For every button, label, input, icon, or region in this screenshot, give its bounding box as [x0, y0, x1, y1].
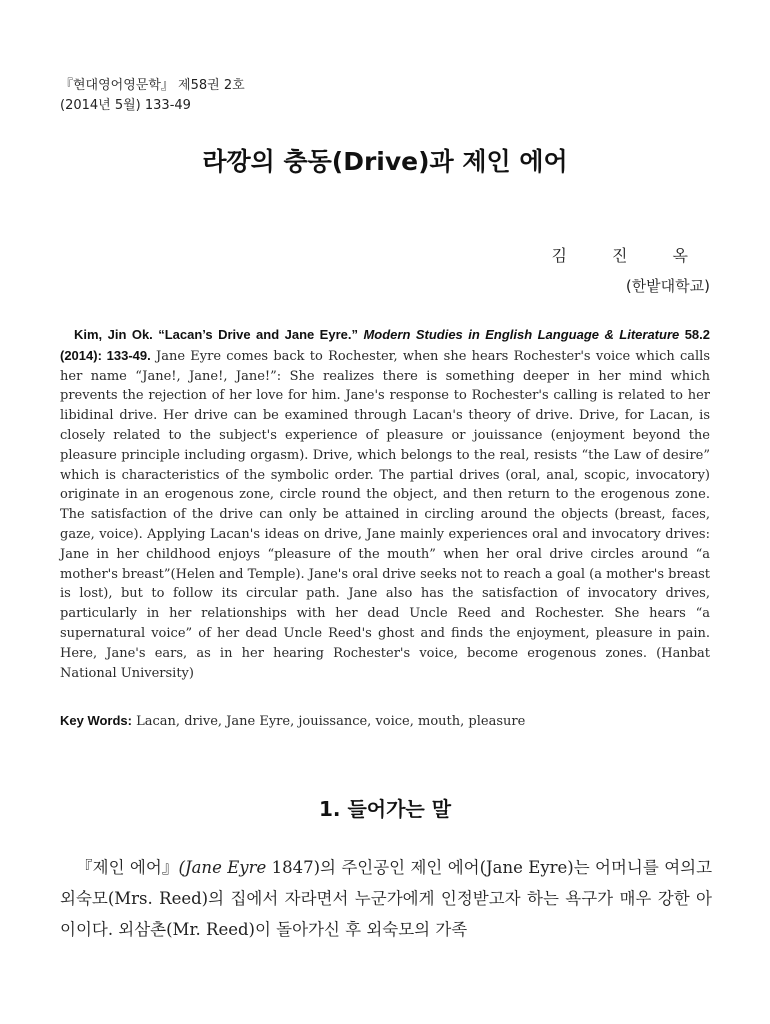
- citation-volume-pages: 58.2 (2014): 133-49.: [60, 327, 711, 363]
- body-book-title: 『제인 에어』: [76, 858, 179, 877]
- journal-volume: 『현대영어영문학』 제58권 2호: [60, 78, 245, 93]
- journal-info: [60, 76, 245, 116]
- author-affiliation: (한밭대학교): [625, 277, 710, 295]
- abstract-text: Jane Eyre comes back to Rochester, when she hears Rochester's voice which calls her name “Jane!, Jane!, Jane!”: She realizes there is something deeper in her mind which prevents the rejection of her love for him. Jane's response to Rochester's calling is related to her libidinal drive. Her drive can be examined through Lacan's theory of drive. Drive, for Lacan, is closely related to the subject's experience of pleasure or jouissance (enjoyment beyond the pleasure principle including orgasm). Drive, which belongs to the real, resists “the Law of desire” which is characteristics of the symbolic order. The partial drives (oral, anal, scopic, invocatory) originate in an erogenous zone, circle round the object, and then return to the erogenous zone. The satisfaction of the drive can only be attained in circling around the objects (breast, faces, gaze, voice). Applying Lacan's ideas on drive, Jane mainly experiences oral and invocatory drives: Jane in her childhood enjoys “pleasure of the mouth” when her oral drive circles around “a mother's breast”(Helen and Temple). Jane's oral drive seeks not to reach a goal (a mother's breast is lost), but to follow its circular path. Jane also has the satisfaction of invocatory drives, particularly in her relationships with her dead Uncle Reed and Rochester. She hears “a supernatural voice” of her dead Uncle Reed's ghost and finds the enjoyment, pleasure in pain. Here, Jane's ears, as in her hearing Rochester's voice, become erogenous zones. (Hanbat National University): [60, 348, 710, 681]
- citation-authors: Kim, Jin Ok. “Lacan’s Drive and Jane Eyre.”: [74, 327, 358, 342]
- keywords-label: Key Words:: [60, 713, 132, 728]
- keywords-text: Lacan, drive, Jane Eyre, jouissance, voice, mouth, pleasure: [136, 714, 526, 729]
- body-english-title: (Jane Eyre: [178, 858, 267, 877]
- paper-title: 라깡의 충동(Drive)과 제인 에어: [202, 147, 568, 176]
- body-text: 1847)의 주인공인 제인 에어(Jane Eyre)는 어머니를 여의고 외숙모(Mrs. Reed)의 집에서 자라면서 누군가에게 인정받고자 하는 욕구가 매우 강한 아이이다. 외삼촌(Mr. Reed)이 돌아가신 후 외숙모의 가족: [60, 858, 713, 939]
- keywords: [60, 711, 710, 732]
- author-name: 김 진 옥: [551, 246, 708, 265]
- abstract: [60, 325, 710, 683]
- body-paragraph: [60, 852, 712, 945]
- journal-date-pages: (2014년 5월) 133-49: [60, 98, 191, 113]
- section-heading: 1. 들어가는 말: [318, 797, 452, 821]
- citation-journal: Modern Studies in English Language & Literature: [363, 327, 680, 342]
